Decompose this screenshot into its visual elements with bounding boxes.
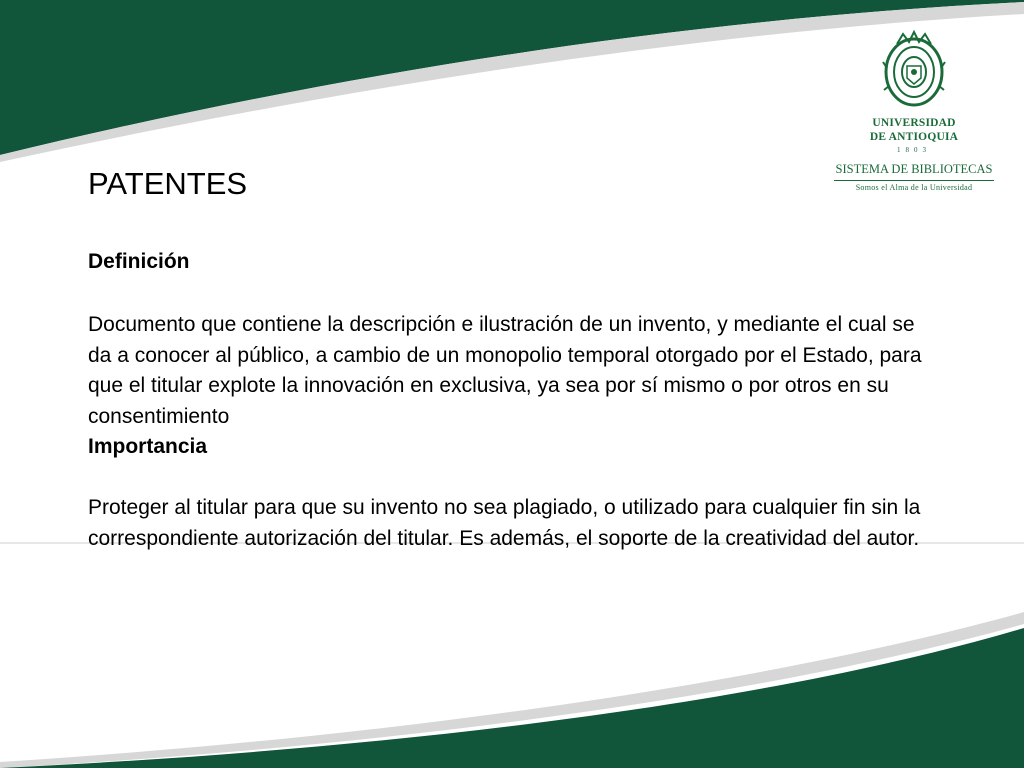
university-year: 1803 [897,146,931,154]
definition-text: Documento que contiene la descripción e ilustración de un invento, y mediante el cual se da a conocer al público, a cambio de un monopolio temporal otorgado por el Estado, para que el titular explote la innovación en exclusiva, ya sea por sí mismo o por otros en su consentimiento [88,313,922,428]
library-slogan: Somos el Alma de la Universidad [855,183,973,192]
definition-heading: Definición [88,250,190,273]
importance-text: Proteger al titular para que su invento no sea plagiado, o utilizado para cualquier fin sin la correspondiente autorización del titular. Es además, el soporte de la creatividad del autor. [88,496,921,550]
university-name-line2: DE ANTIOQUIA [869,131,959,143]
library-system-name: SISTEMA DE BIBLIOTECAS [835,162,993,176]
bottom-green-band [0,628,1024,768]
university-name-line1: UNIVERSIDAD [872,117,956,129]
slide-title: PATENTES [88,166,248,201]
importance-heading: Importancia [88,435,208,458]
university-seal-icon [879,28,949,110]
